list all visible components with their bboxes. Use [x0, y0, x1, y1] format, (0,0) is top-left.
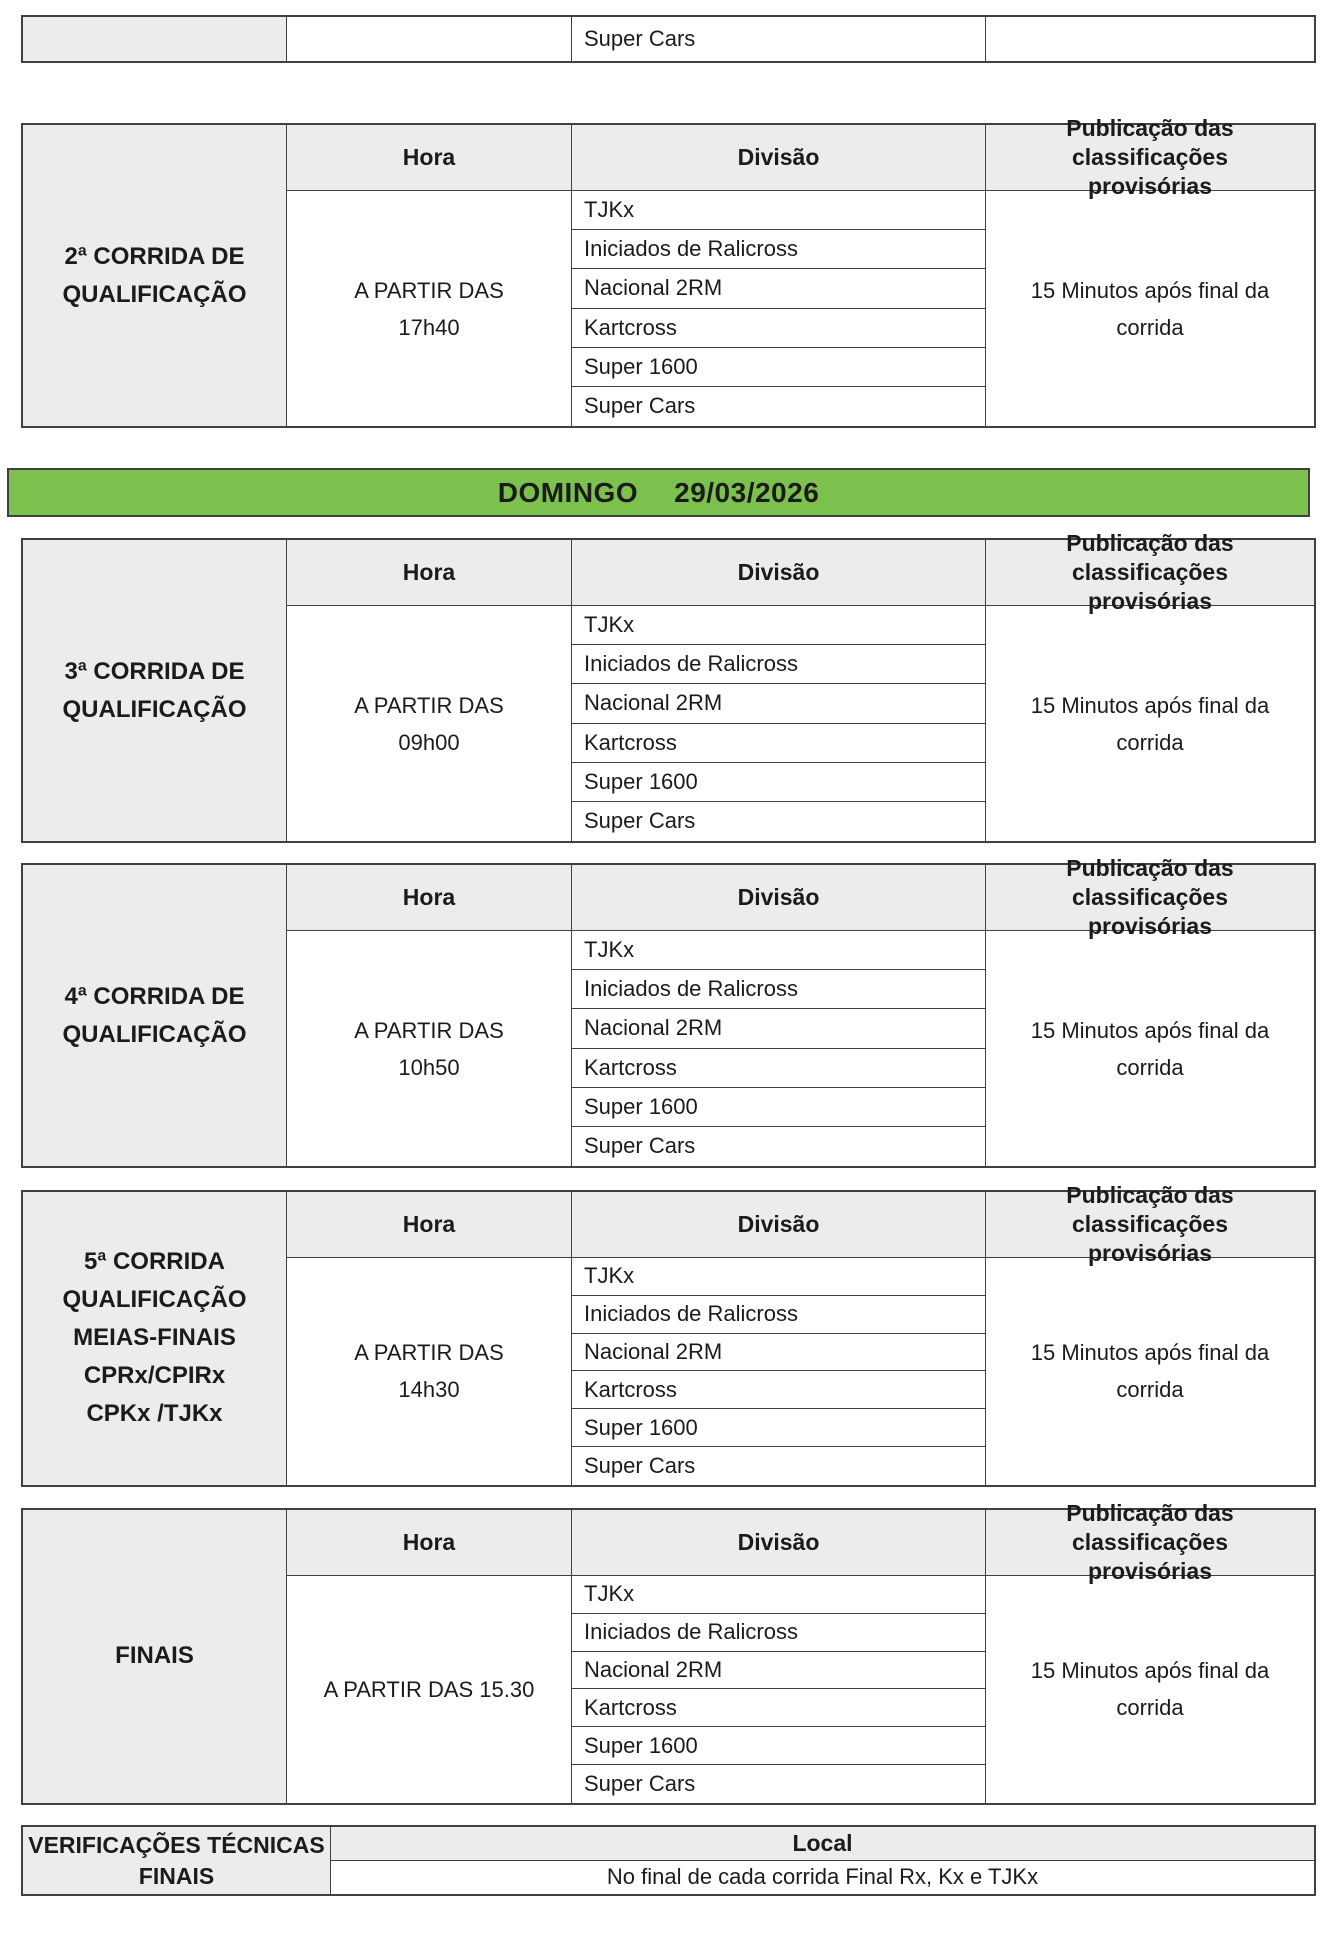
division-row: Iniciados de Ralicross	[572, 970, 986, 1009]
division-row: TJKx	[572, 1576, 986, 1614]
verificacoes-title-cell	[23, 1827, 331, 1894]
session-title-line: FINAIS	[115, 1642, 194, 1670]
hora-line: A PARTIR DAS	[354, 1017, 504, 1043]
session-title-cell	[23, 1192, 287, 1485]
division-row: Kartcross	[572, 724, 986, 763]
division-row: Nacional 2RM	[572, 269, 986, 308]
hora-header: Hora	[287, 540, 572, 606]
publication-time	[986, 1258, 1314, 1485]
hora-header: Hora	[287, 865, 572, 931]
division-row: Super 1600	[572, 1088, 986, 1127]
hora-line: 10h50	[398, 1054, 460, 1080]
publication-time	[986, 606, 1314, 841]
local-header: Local	[331, 1827, 1314, 1861]
publication-time-line: 15 Minutos após final da	[1030, 1017, 1270, 1043]
hora-value	[287, 931, 572, 1166]
session-table-2a-qualificacao	[21, 115, 1316, 428]
division-row: Super 1600	[572, 1409, 986, 1447]
session-title-cell	[23, 1510, 287, 1803]
division-row: Iniciados de Ralicross	[572, 1614, 986, 1652]
division-row: TJKx	[572, 931, 986, 970]
publication-time	[986, 191, 1314, 426]
publicacao-header-line: provisórias	[1088, 588, 1212, 614]
publicacao-header-line: Publicação das classificações	[1066, 1500, 1234, 1555]
session-title-cell	[23, 540, 287, 841]
publicacao-header	[986, 1500, 1314, 1584]
publication-time	[986, 931, 1314, 1166]
session-table-4a-qualificacao	[21, 855, 1316, 1168]
day-banner	[7, 468, 1310, 517]
publicacao-header-line: provisórias	[1088, 173, 1212, 199]
session-title-line: QUALIFICAÇÃO	[62, 1020, 247, 1048]
divisao-header: Divisão	[572, 540, 986, 606]
division-row: Nacional 2RM	[572, 1652, 986, 1690]
hora-header: Hora	[287, 125, 572, 191]
hora-line: A PARTIR DAS	[354, 692, 504, 718]
division-row: Iniciados de Ralicross	[572, 1296, 986, 1334]
division-row: Iniciados de Ralicross	[572, 645, 986, 684]
divisao-header: Divisão	[572, 865, 986, 931]
division-row: Kartcross	[572, 1371, 986, 1409]
session-title-line: QUALIFICAÇÃO	[62, 695, 247, 723]
publicacao-header	[986, 530, 1314, 614]
schedule-page	[0, 15, 1339, 1896]
division-row: Super 1600	[572, 1727, 986, 1765]
session-title-line: QUALIFICAÇÃO	[62, 280, 247, 308]
session-title-line: 4ª CORRIDA DE	[64, 982, 245, 1010]
division-row: Super 1600	[572, 763, 986, 802]
session-title-line: 2ª CORRIDA DE	[64, 242, 245, 270]
session-title-cell	[23, 125, 287, 426]
publicacao-header-line: Publicação das classificações	[1066, 530, 1234, 585]
hora-line: 09h00	[398, 729, 460, 755]
hora-value	[287, 606, 572, 841]
publicacao-header-line: Publicação das classificações	[1066, 1182, 1234, 1237]
division-row: Nacional 2RM	[572, 1334, 986, 1372]
hora-header: Hora	[287, 1192, 572, 1258]
publicacao-header	[986, 1182, 1314, 1266]
division-row: Super Cars	[572, 802, 986, 841]
session-title-line: CPRx/CPIRx	[83, 1362, 226, 1390]
publication-time-line: corrida	[1116, 1377, 1184, 1403]
division-row: Nacional 2RM	[572, 684, 986, 723]
division-row: Super 1600	[572, 348, 986, 387]
publication-time-line: 15 Minutos após final da	[1030, 1340, 1270, 1366]
session-title-line: QUALIFICAÇÃO	[62, 1286, 247, 1314]
session-title-line: 3ª CORRIDA DE	[64, 657, 245, 685]
publication-time-line: 15 Minutos após final da	[1030, 277, 1270, 303]
divisao-header: Divisão	[572, 1510, 986, 1576]
session-title-cell	[23, 865, 287, 1166]
division-row: Super Cars	[572, 1765, 986, 1803]
publicacao-header	[986, 115, 1314, 199]
publicacao-header-line: Publicação das classificações	[1066, 115, 1234, 170]
publicacao-header-line: provisórias	[1088, 1558, 1212, 1584]
publication-time	[986, 1576, 1314, 1803]
top-hora-cell	[287, 17, 572, 61]
session-title-line: MEIAS-FINAIS	[73, 1324, 236, 1352]
division-row: TJKx	[572, 1258, 986, 1296]
top-publicacao-cell	[986, 17, 1314, 61]
publication-time-line: 15 Minutos após final da	[1030, 692, 1270, 718]
session-table-3a-qualificacao	[21, 530, 1316, 843]
verificacoes-title-line: VERIFICAÇÕES TÉCNICAS	[28, 1831, 325, 1858]
local-value: No final de cada corrida Final Rx, Kx e TJKx	[606, 1864, 1039, 1890]
divisao-header: Divisão	[572, 1192, 986, 1258]
banner-day: DOMINGO	[497, 476, 639, 508]
divisao-header: Divisão	[572, 125, 986, 191]
hora-header: Hora	[287, 1510, 572, 1576]
hora-line: 14h30	[398, 1377, 460, 1403]
publication-time-line: corrida	[1116, 314, 1184, 340]
publication-time-line: 15 Minutos após final da	[1030, 1658, 1270, 1684]
banner-date: 29/03/2026	[674, 476, 820, 508]
top-label-cell	[23, 17, 287, 61]
publication-time-line: corrida	[1116, 1054, 1184, 1080]
session-table-finais	[21, 1500, 1316, 1805]
division-row: Nacional 2RM	[572, 1009, 986, 1048]
division-row: Super Cars	[572, 1127, 986, 1166]
hora-line: A PARTIR DAS 15.30	[323, 1676, 535, 1702]
hora-line: 17h40	[398, 314, 460, 340]
publicacao-header-line: Publicação das classificações	[1066, 855, 1234, 910]
hora-value	[287, 1576, 572, 1803]
top-division-cell: Super Cars	[572, 17, 986, 61]
publicacao-header-line: provisórias	[1088, 913, 1212, 939]
verificacoes-title-line: FINAIS	[138, 1862, 215, 1889]
publication-time-line: corrida	[1116, 1695, 1184, 1721]
previous-session-tail-row	[21, 15, 1316, 63]
publicacao-header	[986, 855, 1314, 939]
hora-line: A PARTIR DAS	[354, 1340, 504, 1366]
division-row: TJKx	[572, 606, 986, 645]
division-row: TJKx	[572, 191, 986, 230]
hora-value	[287, 1258, 572, 1485]
hora-value	[287, 191, 572, 426]
session-table-5a-meias-finais	[21, 1182, 1316, 1487]
publicacao-header-line: provisórias	[1088, 1240, 1212, 1266]
publication-time-line: corrida	[1116, 729, 1184, 755]
division-row: Kartcross	[572, 1049, 986, 1088]
session-title-line: CPKx /TJKx	[86, 1400, 223, 1428]
division-row: Iniciados de Ralicross	[572, 230, 986, 269]
division-row: Kartcross	[572, 1689, 986, 1727]
hora-line: A PARTIR DAS	[354, 277, 504, 303]
division-row: Super Cars	[572, 1447, 986, 1485]
session-title-line: 5ª CORRIDA	[84, 1248, 225, 1276]
division-row: Super Cars	[572, 387, 986, 426]
division-row: Kartcross	[572, 309, 986, 348]
verificacoes-table	[21, 1825, 1316, 1896]
